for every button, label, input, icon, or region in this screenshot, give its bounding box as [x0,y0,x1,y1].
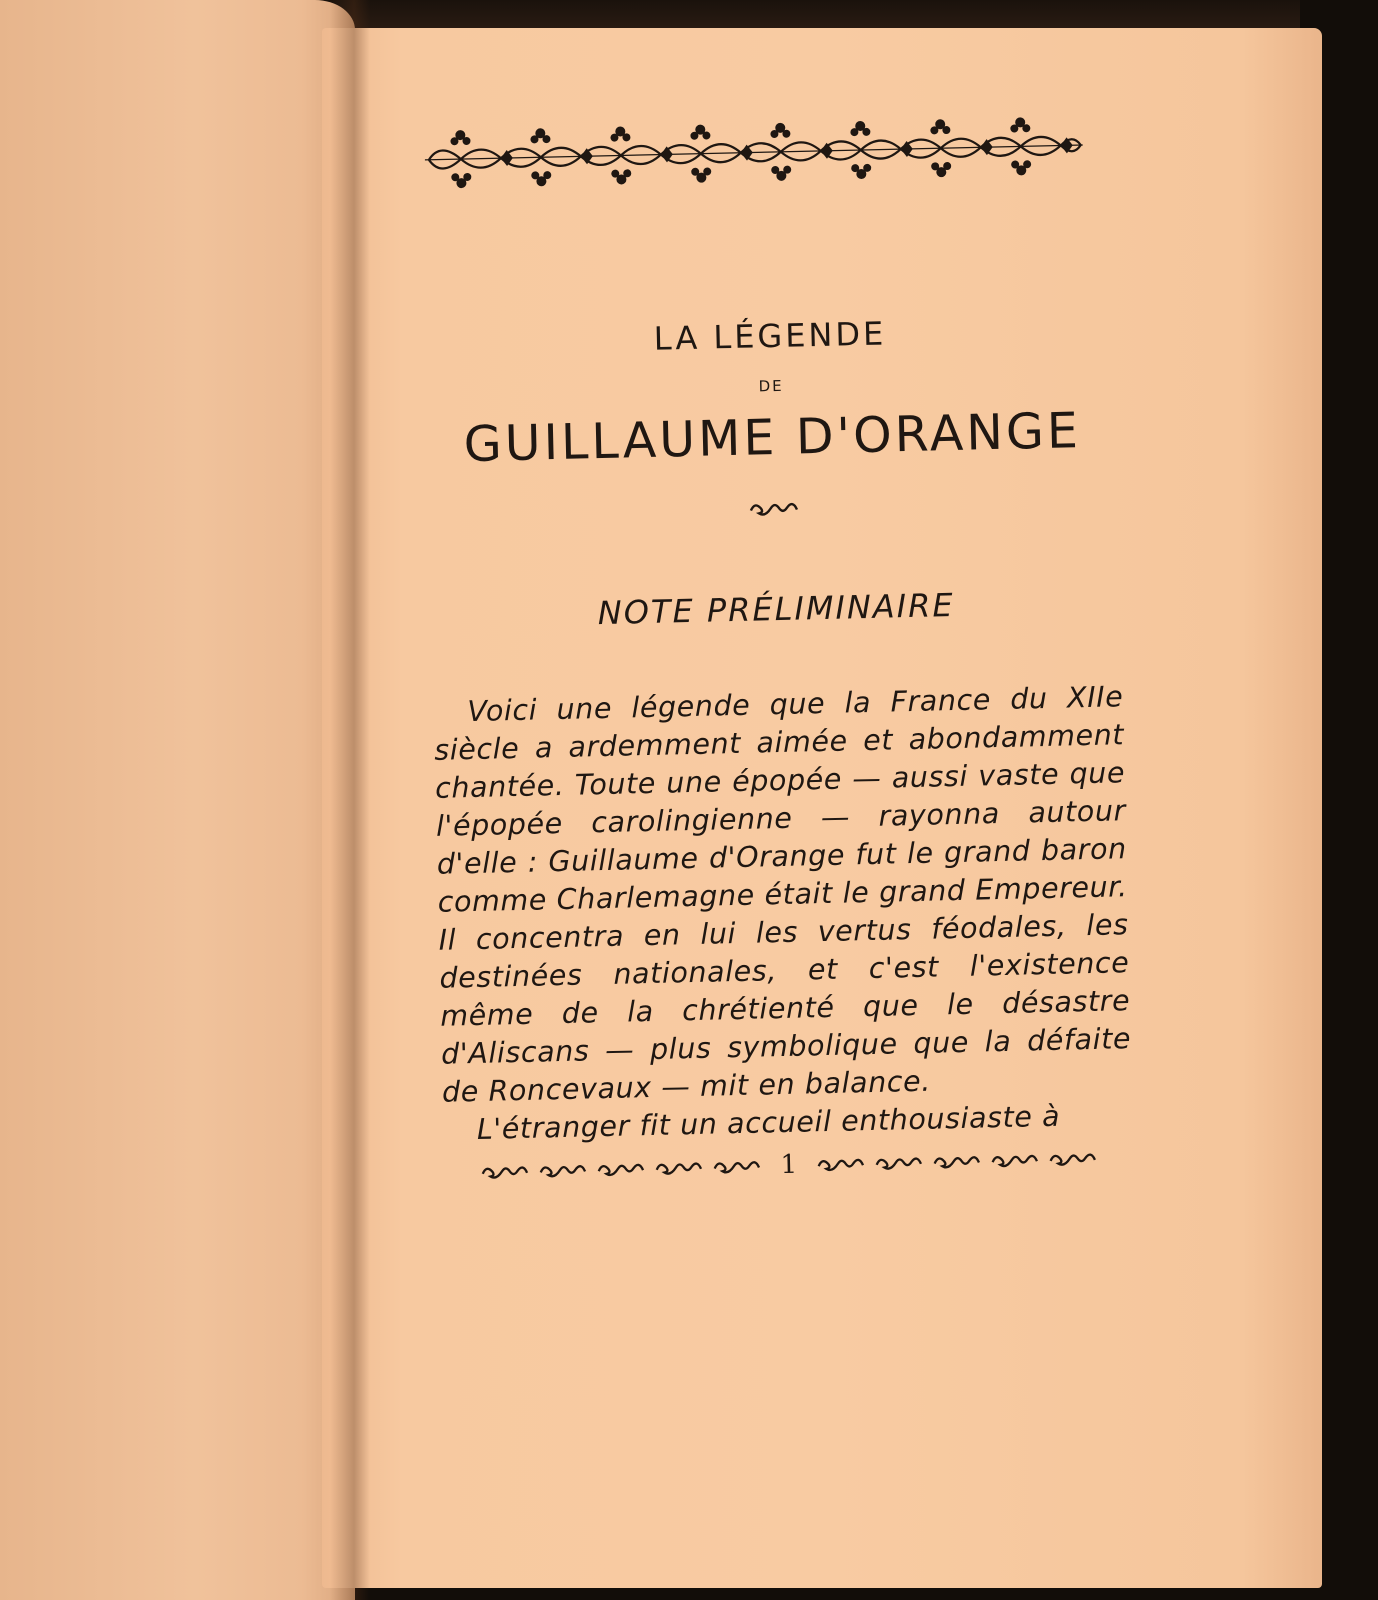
book-title: GUILLAUME D'ORANGE [463,402,1082,474]
scroll-ornament-icon [815,1153,867,1174]
scroll-ornament-icon [747,497,801,518]
left-page [0,0,355,1600]
interlace-border-ornament [420,105,1086,190]
scroll-ornament-icon [652,1157,704,1178]
paragraph: Voici une légende que la France du XIIe siècle a ardemment aimée et abondamment chantée. Toute une épopée — aussi vaste que l'épopée carolingienne — rayonna autour d'elle : Guillaume d'Orange fut le grand baron comme Charlemagne était le grand Empereur. Il concentra en lui les vertus féodales, les destinées nationales, et c'est l'existence même de la chrétienté que le désastre d'Aliscans — plus symbolique que la défaite de Roncevaux — mit en balance. [433,680,1132,1109]
title-connector: DE [758,376,784,396]
scroll-ornament-icon [1047,1148,1099,1169]
paragraph: L'étranger fit un accueil enthousiaste à [476,1099,1061,1146]
scroll-ornament-icon [710,1156,762,1177]
scroll-ornament-icon [931,1150,983,1171]
scroll-ornament-icon [873,1152,925,1173]
body-text [433,678,1133,1150]
page-content [420,104,1134,1187]
scroll-ornament-icon [594,1158,646,1179]
scroll-ornament-icon [989,1149,1041,1170]
title-prefix: LA LÉGENDE [653,314,887,358]
footer-ornament-right [815,1148,1099,1174]
footer-ornament-left [478,1156,762,1182]
page-number: 1 [780,1149,798,1181]
scroll-ornament-icon [536,1159,588,1180]
scroll-ornament-icon [478,1161,530,1182]
book-top-edge [300,0,1300,30]
spine-shadow [330,0,370,1600]
section-heading: NOTE PRÉLIMINAIRE [597,586,955,633]
